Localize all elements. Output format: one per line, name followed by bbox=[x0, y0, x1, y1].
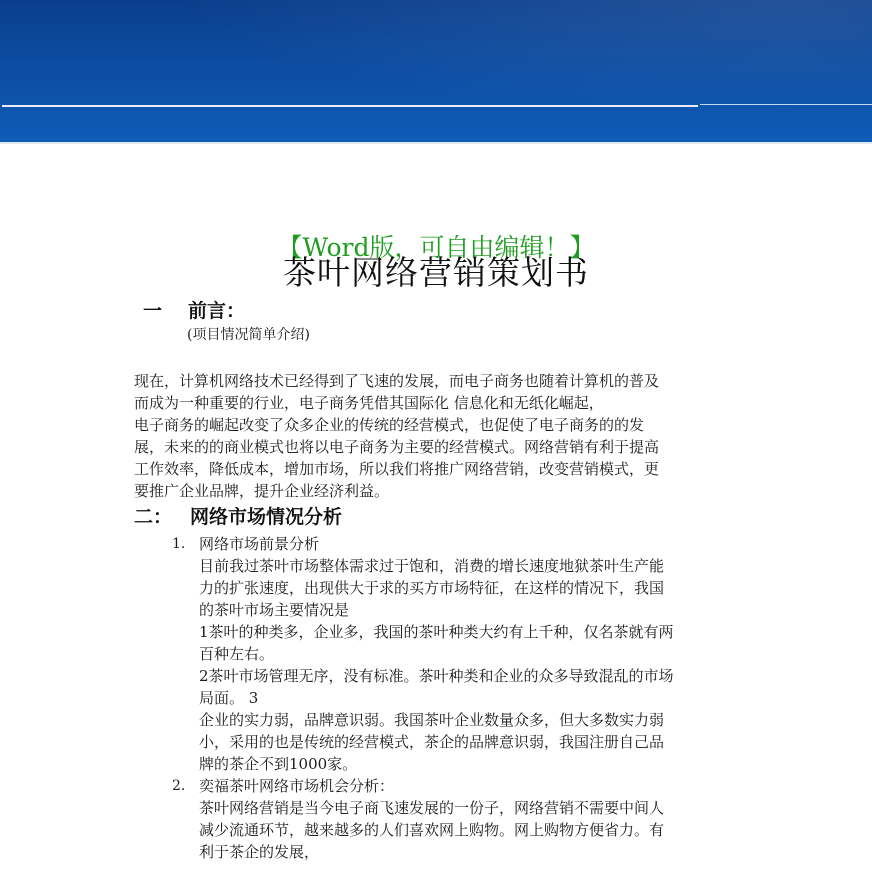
list-item-line: 力的扩张速度，出现供大于求的买方市场特征，在这样的情况下，我国 bbox=[199, 579, 665, 597]
section1-subtitle: (项目情况简单介绍) bbox=[187, 327, 310, 343]
list-item-line: 茶叶网络营销是当今电子商飞速发展的一份子，网络营销不需要中间人 bbox=[199, 799, 665, 817]
intro-line: 而成为一种重要的行业，电子商务凭借其国际化 信息化和无纸化崛起， bbox=[134, 394, 604, 412]
intro-line: 展，未来的的商业模式也将以电子商务为主要的经营模式。网络营销有利于提高 bbox=[134, 438, 660, 456]
header-bottom-edge bbox=[0, 142, 872, 144]
list-item-number: 2. bbox=[172, 778, 186, 794]
section1-title: 前言： bbox=[188, 300, 246, 322]
section1-number: 一 bbox=[143, 300, 163, 322]
list-item-line: 目前我过茶叶市场整体需求过于饱和，消费的增长速度地狱茶叶生产能 bbox=[199, 557, 665, 575]
section2-title: 网络市场情况分析 bbox=[190, 506, 343, 528]
list-item-line: 的茶叶市场主要情况是 bbox=[199, 601, 350, 619]
document-title: 茶叶网络营销策划书 bbox=[283, 253, 589, 292]
list-item-line: 利于茶企的发展， bbox=[199, 843, 320, 861]
list-item-line: 2茶叶市场管理无序，没有标准。茶叶种类和企业的众多导致混乱的市场 bbox=[199, 667, 674, 685]
list-item-line: 1茶叶的种类多，企业多，我国的茶叶种类大约有上千种，仅名茶就有两 bbox=[199, 623, 674, 641]
intro-line: 电子商务的崛起改变了众多企业的传统的经营模式，也促使了电子商务的的发 bbox=[134, 416, 645, 434]
list-item-line: 企业的实力弱，品牌意识弱。我国茶叶企业数量众多，但大多数实力弱 bbox=[199, 711, 665, 729]
header-banner-highlight bbox=[0, 0, 872, 144]
intro-line: 工作效率，降低成本，增加市场，所以我们将推广网络营销，改变营销模式，更 bbox=[134, 460, 660, 478]
header-rule-line bbox=[2, 105, 698, 107]
list-item-line: 百种左右。 bbox=[199, 645, 275, 663]
list-item-line: 牌的茶企不到1000家。 bbox=[199, 755, 358, 773]
intro-line: 要推广企业品牌，提升企业经济利益。 bbox=[134, 482, 390, 500]
list-item-line: 减少流通环节，越来越多的人们喜欢网上购物。网上购物方便省力。有 bbox=[199, 821, 665, 839]
section2-heading bbox=[134, 504, 342, 530]
header-rule-line-right bbox=[700, 104, 872, 105]
intro-line: 现在，计算机网络技术已经得到了飞速的发展，而电子商务也随着计算机的普及 bbox=[134, 372, 660, 390]
section1-heading bbox=[143, 298, 245, 324]
list-item-title: 奕福茶叶网络市场机会分析： bbox=[199, 777, 395, 795]
list-item-number: 1. bbox=[172, 536, 186, 552]
list-item-line: 小，采用的也是传统的经营模式，茶企的品牌意识弱，我国注册自己品 bbox=[199, 733, 665, 751]
section2-number: 二： bbox=[134, 506, 173, 528]
list-item-line: 局面。 3 bbox=[199, 689, 259, 707]
editable-note: 【Word版，可自由编辑！】 bbox=[277, 233, 595, 262]
list-item-title: 网络市场前景分析 bbox=[199, 535, 320, 553]
